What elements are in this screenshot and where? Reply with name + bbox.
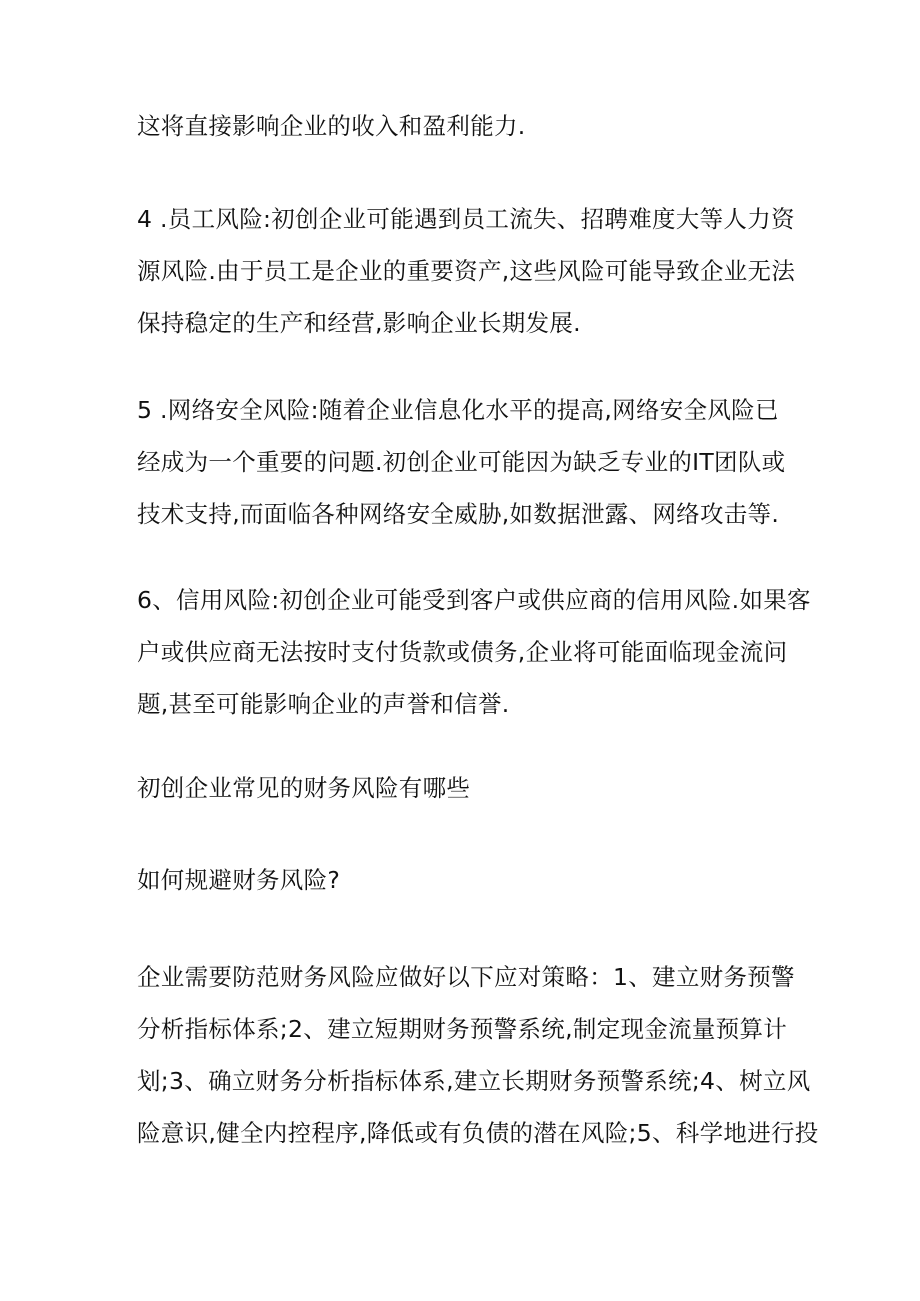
text-line: 划;3、确立财务分析指标体系,建立长期财务预警系统;4、树立风 (137, 1067, 811, 1095)
heading-avoid-financial-risks (137, 854, 797, 906)
paragraph-credit-risk (137, 574, 811, 730)
paragraph-employee-risk (137, 193, 797, 349)
text-line: 5 .网络安全风险:随着企业信息化水平的提高,网络安全风险已 (137, 396, 779, 424)
paragraph-revenue-impact (137, 100, 797, 152)
paragraph-network-security-risk (137, 384, 797, 540)
text-line: 险意识,健全内控程序,降低或有负债的潜在风险;5、科学地进行投 (137, 1119, 819, 1147)
paragraph-strategies (137, 951, 819, 1159)
text-line: 初创企业常见的财务风险有哪些 (137, 774, 471, 802)
text-line: 题,甚至可能影响企业的声誉和信誉. (137, 690, 510, 718)
text-line: 6、信用风险:初创企业可能受到客户或供应商的信用风险.如果客 (137, 586, 811, 614)
text-line: 分析指标体系;2、建立短期财务预警系统,制定现金流量预算计 (137, 1015, 788, 1043)
text-line: 经成为一个重要的问题.初创企业可能因为缺乏专业的IT团队或 (137, 448, 786, 476)
text-line: 企业需要防范财务风险应做好以下应对策略：1、建立财务预警 (137, 963, 795, 991)
text-line: 4 .员工风险:初创企业可能遇到员工流失、招聘难度大等人力资 (137, 205, 795, 233)
text-line: 源风险.由于员工是企业的重要资产,这些风险可能导致企业无法 (137, 257, 796, 285)
text-line: 户或供应商无法按时支付货款或债务,企业将可能面临现金流问 (137, 638, 788, 666)
text-line: 保持稳定的生产和经营,影响企业长期发展. (137, 309, 581, 337)
text-line: 这将直接影响企业的收入和盈利能力. (137, 112, 526, 140)
text-line: 如何规避财务风险? (137, 866, 341, 894)
text-line: 技术支持,而面临各种网络安全威胁,如数据泄露、网络攻击等. (137, 500, 780, 528)
heading-common-financial-risks (137, 762, 797, 814)
